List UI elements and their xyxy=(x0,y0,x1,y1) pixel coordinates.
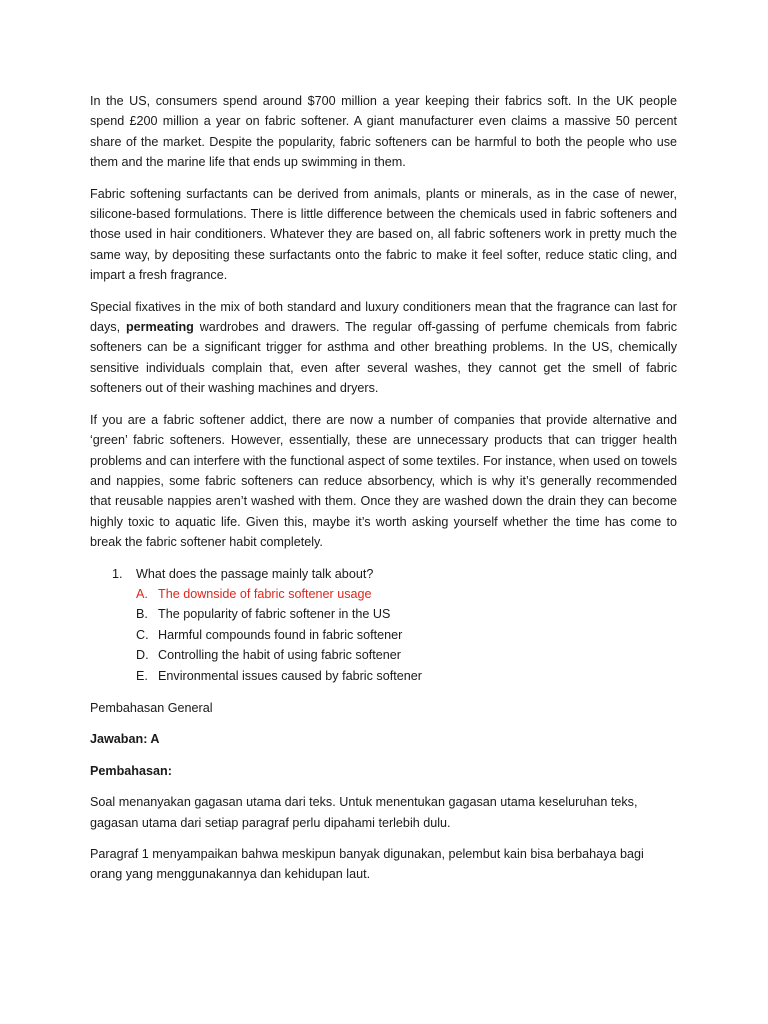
discussion-heading: Pembahasan General xyxy=(90,700,213,715)
discussion-paragraph-1: Soal menanyakan gagasan utama dari teks. Untuk menentukan gagasan utama keseluruhan teks, gagasan utama dari setiap paragraf perlu dipahami terlebih dulu. xyxy=(90,795,638,830)
option-c xyxy=(136,625,677,645)
passage-paragraph-3-end: wardrobes and drawers. The regular off-gassing of perfume chemicals from fabric softeners can be a significant trigger for asthma and other breathing problems. In the US, chemically sensitive individuals complain that, even after several washes, they cannot get the smell of fabric softeners out of their washing machines and dryers. xyxy=(90,320,677,396)
option-letter: B. xyxy=(136,607,148,622)
option-e xyxy=(136,666,677,686)
option-b xyxy=(136,604,677,624)
passage-paragraph-2: Fabric softening surfactants can be derived from animals, plants or minerals, as in the case of newer, silicone-based formulations. There is little difference between the chemicals used in fabric softeners and those used in hair conditioners. Whatever they are based on, all fabric softeners work in pretty much the same way, by depositing these surfactants onto the fabric to make it feel softer, reduce static cling, and impart a fresh fragrance. xyxy=(90,186,677,283)
discussion-label: Pembahasan: xyxy=(90,763,172,778)
answer-key: Jawaban: A xyxy=(90,732,160,747)
question-stem xyxy=(112,564,677,584)
option-letter: E. xyxy=(136,668,148,683)
option-a xyxy=(136,584,677,604)
bold-term-permeating: permeating xyxy=(125,320,194,335)
option-letter: A. xyxy=(136,586,148,601)
discussion-paragraph-2: Paragraf 1 menyampaikan bahwa meskipun banyak digunakan, pelembut kain bisa berbahaya bagi orang yang menggunakannya dan kehidupan laut. xyxy=(90,847,644,882)
passage-paragraph-4: If you are a fabric softener addict, there are now a number of companies that provide alternative and ‘green’ fabric softeners. However, essentially, these are unnecessary products that can trigger health problems and can interfere with the functional aspect of some textiles. For instance, when used on towels and nappies, some fabric softeners can reduce absorbency, which is why it’s generally recommended that reusable nappies aren’t washed with them. Once they are washed down the drain they can become highly toxic to aquatic life. Given this, maybe it’s worth asking yourself whether the time has come to break the fabric softener habit completely. xyxy=(90,412,677,550)
passage-paragraph-3 xyxy=(90,297,677,399)
option-letter: C. xyxy=(136,627,149,642)
question-number: 1. xyxy=(112,566,123,581)
answer-options xyxy=(136,584,677,686)
option-letter: D. xyxy=(136,648,149,663)
option-text: Controlling the habit of using fabric softener xyxy=(158,648,401,663)
passage-paragraph-1: In the US, consumers spend around $700 million a year keeping their fabrics soft. In the UK people spend £200 million a year on fabric softener. A giant manufacturer even claims a massive 50 percent share of the market. Despite the popularity, fabric softeners can be harmful to both the people who use them and the marine life that ends up swimming in them. xyxy=(90,94,677,170)
question-text: What does the passage mainly talk about? xyxy=(136,566,374,581)
option-text: The downside of fabric softener usage xyxy=(158,586,372,601)
option-text: Environmental issues caused by fabric softener xyxy=(158,668,422,683)
option-text: The popularity of fabric softener in the US xyxy=(158,607,391,622)
passage-paragraph-3-start: Special fixatives in the mix of both standard and luxury conditioners mean that the fragrance can last for days, xyxy=(90,299,677,335)
question-block xyxy=(90,564,677,686)
option-text: Harmful compounds found in fabric softener xyxy=(158,627,403,642)
option-d xyxy=(136,645,677,665)
document-page xyxy=(90,91,677,896)
